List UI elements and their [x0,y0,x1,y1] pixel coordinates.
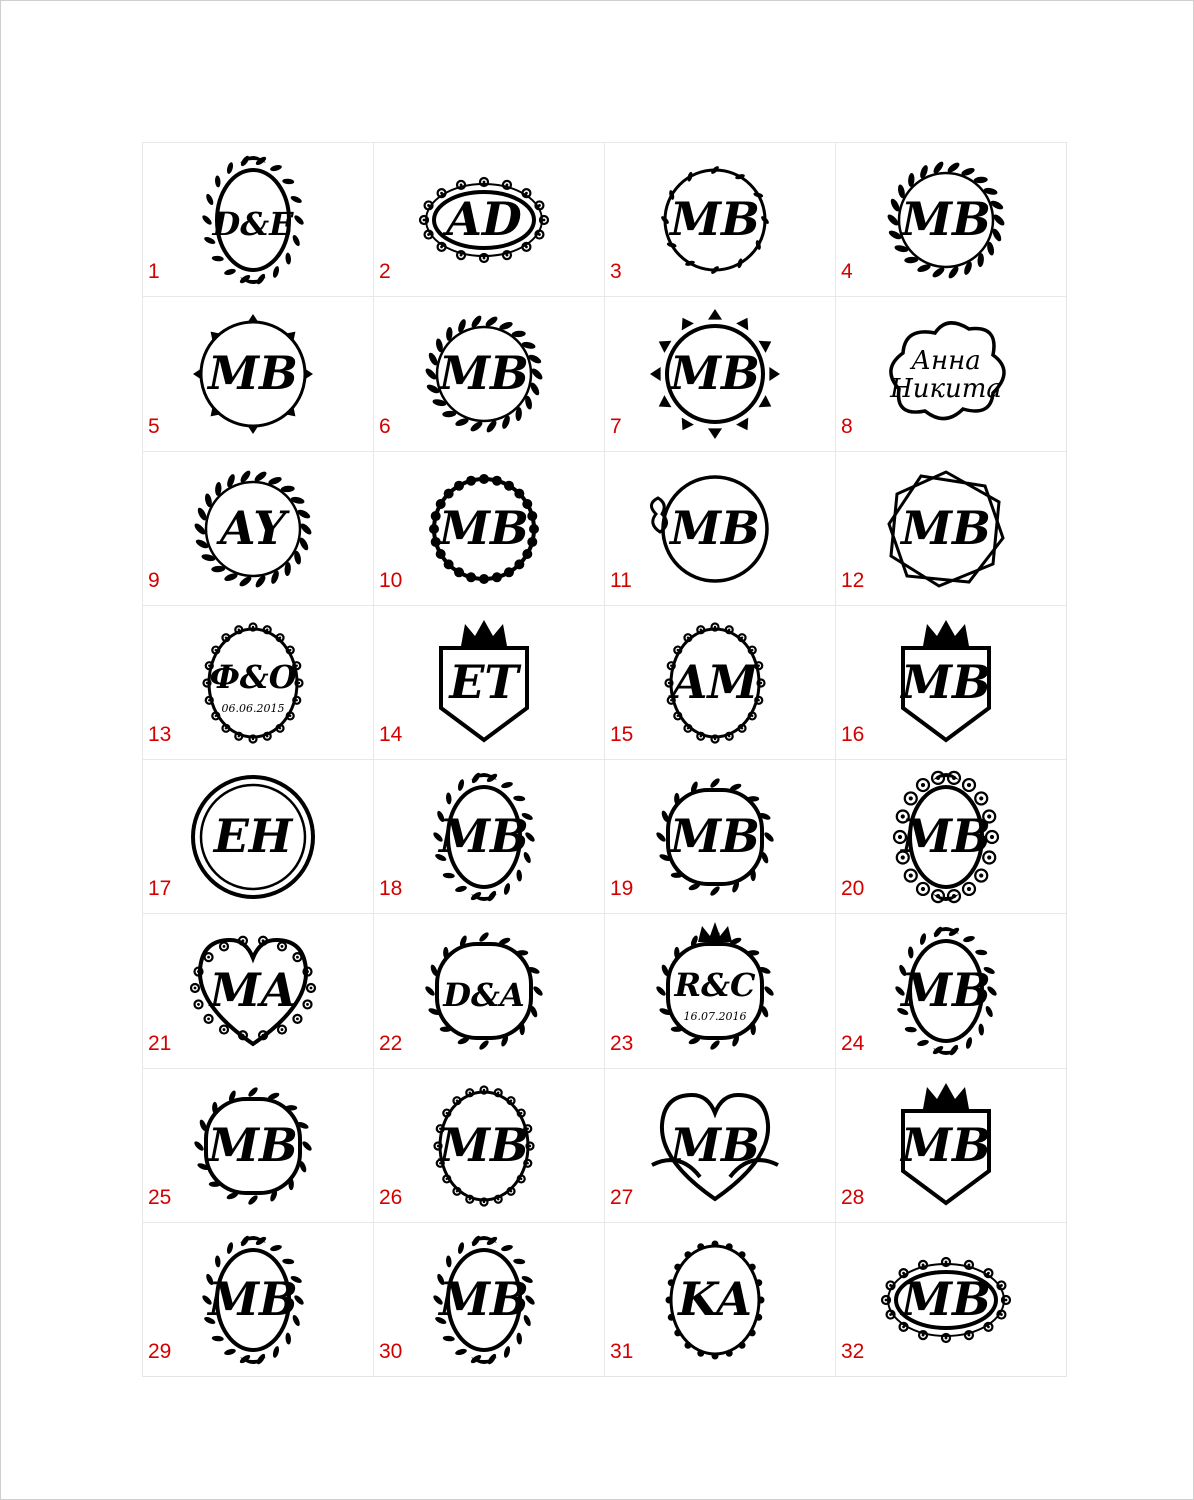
catalog-cell[interactable] [835,1222,1066,1376]
catalog-cell[interactable] [142,451,373,605]
catalog-cell[interactable] [604,142,835,296]
monogram-text: AD [446,192,522,246]
beaded-oval-icon [650,1235,780,1365]
monogram-text: MB [670,809,760,863]
ornamental-oval-icon [188,618,318,748]
catalog-cell[interactable] [373,913,604,1067]
monogram-text: MB [439,1117,529,1172]
item-number: 27 [610,1185,634,1209]
item-number: 4 [841,260,853,284]
geometric-polygon-icon [881,464,1011,594]
monogram-text: MA [209,963,297,1018]
monogram-text: AM [671,654,759,709]
catalog-cell[interactable] [373,1222,604,1376]
date-text: 16.07.2016 [683,1010,747,1024]
monogram-text: MB [670,1117,760,1172]
item-number: 7 [610,414,622,438]
catalog-cell[interactable] [373,296,604,450]
item-number: 25 [148,1185,172,1209]
monogram-text: R&C [674,966,756,1005]
catalog-cell[interactable] [142,913,373,1067]
catalog-cell[interactable] [835,296,1066,450]
item-number: 19 [610,877,634,901]
monogram-text: MB [439,809,529,863]
baroque-mirror-icon [419,772,549,902]
catalog-cell[interactable] [835,605,1066,759]
catalog-cell[interactable] [604,759,835,913]
monogram-text: Ф&О [209,657,297,696]
item-number: 1 [148,260,160,284]
monogram-text: MB [670,346,760,401]
double-ring-icon [188,772,318,902]
rose-oval-icon [881,772,1011,902]
vine-circle-icon [650,155,780,285]
monogram-text: MB [439,1271,529,1326]
monogram-text: MB [901,963,991,1018]
damask-frame-icon [650,772,780,902]
catalog-cell[interactable] [373,759,604,913]
catalog-cell[interactable] [142,296,373,450]
monogram-text: MB [439,500,529,555]
item-number: 18 [379,877,403,901]
catalog-cell[interactable] [835,451,1066,605]
monogram-text: MB [901,809,991,863]
item-number: 20 [841,877,865,901]
item-number: 22 [379,1031,403,1055]
item-number: 11 [610,568,632,592]
catalog-cell[interactable] [373,451,604,605]
filigree-circle-icon [188,1081,318,1211]
monogram-text: D&E [212,205,294,243]
bow-circle-icon [650,464,780,594]
laurel-wreath-icon [419,309,549,439]
floral-wreath-icon [188,464,318,594]
monogram-text: Никита [890,374,1002,405]
catalog-cell[interactable] [604,1222,835,1376]
triangle-star-circle-icon [650,309,780,439]
crown-damask-icon [650,926,780,1056]
item-number: 31 [610,1340,634,1363]
scroll-oval-icon [419,1235,549,1365]
arrow-circle-icon [188,309,318,439]
monogram-text: AY [219,500,287,555]
catalog-cell[interactable] [604,605,835,759]
item-number: 9 [148,568,160,592]
item-number: 28 [841,1185,865,1209]
item-number: 13 [148,723,172,746]
monogram-text: MB [901,500,991,555]
fleur-circle-icon [419,1081,549,1211]
catalog-cell[interactable] [835,142,1066,296]
catalog-cell[interactable] [142,1222,373,1376]
cloud-icon [881,309,1011,439]
item-number: 3 [610,260,622,284]
baroque-oval-icon [188,155,318,285]
monogram-text: MB [901,654,991,709]
monogram-text: KA [678,1271,752,1326]
item-number: 2 [379,260,391,284]
catalog-cell[interactable] [835,913,1066,1067]
monogram-catalog-grid [142,142,1067,1377]
catalog-cell[interactable] [373,1068,604,1222]
monogram-text: MB [208,1271,298,1326]
monogram-text: MB [670,192,760,246]
item-number: 23 [610,1031,634,1055]
item-number: 32 [841,1340,865,1363]
item-number: 24 [841,1031,865,1055]
item-number: 29 [148,1340,172,1363]
item-number: 17 [148,877,172,901]
crown-crest-icon [881,618,1011,748]
item-number: 6 [379,414,391,438]
monogram-text: ET [449,654,519,709]
lace-heart-icon [188,926,318,1056]
monogram-text: MB [208,346,298,401]
catalog-cell[interactable] [604,451,835,605]
item-number: 30 [379,1340,403,1363]
item-number: 5 [148,414,160,438]
baroque-crest-icon [881,1081,1011,1211]
crown-shield-icon [419,618,549,748]
catalog-cell[interactable] [604,1068,835,1222]
monogram-text: MB [670,500,760,555]
catalog-cell[interactable] [373,605,604,759]
catalog-cell[interactable] [835,759,1066,913]
catalog-cell[interactable] [142,142,373,296]
birds-frame-icon [419,926,549,1056]
monogram-text: MB [901,192,991,246]
monogram-text: EH [213,809,293,863]
catalog-cell[interactable] [835,1068,1066,1222]
monogram-text: Анна [911,346,981,377]
date-text: 06.06.2015 [221,701,285,715]
monogram-text: MB [208,1117,298,1172]
item-number: 12 [841,568,865,592]
monogram-text: MB [439,346,529,401]
item-number: 8 [841,414,853,438]
catalog-cell[interactable] [142,759,373,913]
catalog-cell[interactable] [373,142,604,296]
item-number: 10 [379,568,403,592]
catalog-cell[interactable] [142,1068,373,1222]
item-number: 21 [148,1031,172,1055]
cameo-mirror-icon [188,1235,318,1365]
catalog-cell[interactable] [604,296,835,450]
monogram-text: D&A [443,976,525,1015]
item-number: 14 [379,723,403,746]
item-number: 15 [610,723,634,746]
beaded-circle-icon [419,464,549,594]
monogram-text: MB [901,1117,991,1172]
catalog-cell[interactable] [142,605,373,759]
catalog-cell[interactable] [604,913,835,1067]
item-number: 26 [379,1185,403,1209]
winged-heart-icon [650,1081,780,1211]
leaf-wreath-icon [881,155,1011,285]
ornate-horizontal-oval-icon [419,155,549,285]
crown-floral-oval-icon [650,618,780,748]
item-number: 16 [841,723,865,746]
lace-oval-icon [881,926,1011,1056]
monogram-text: MB [901,1271,991,1326]
wide-baroque-oval-icon [881,1235,1011,1365]
